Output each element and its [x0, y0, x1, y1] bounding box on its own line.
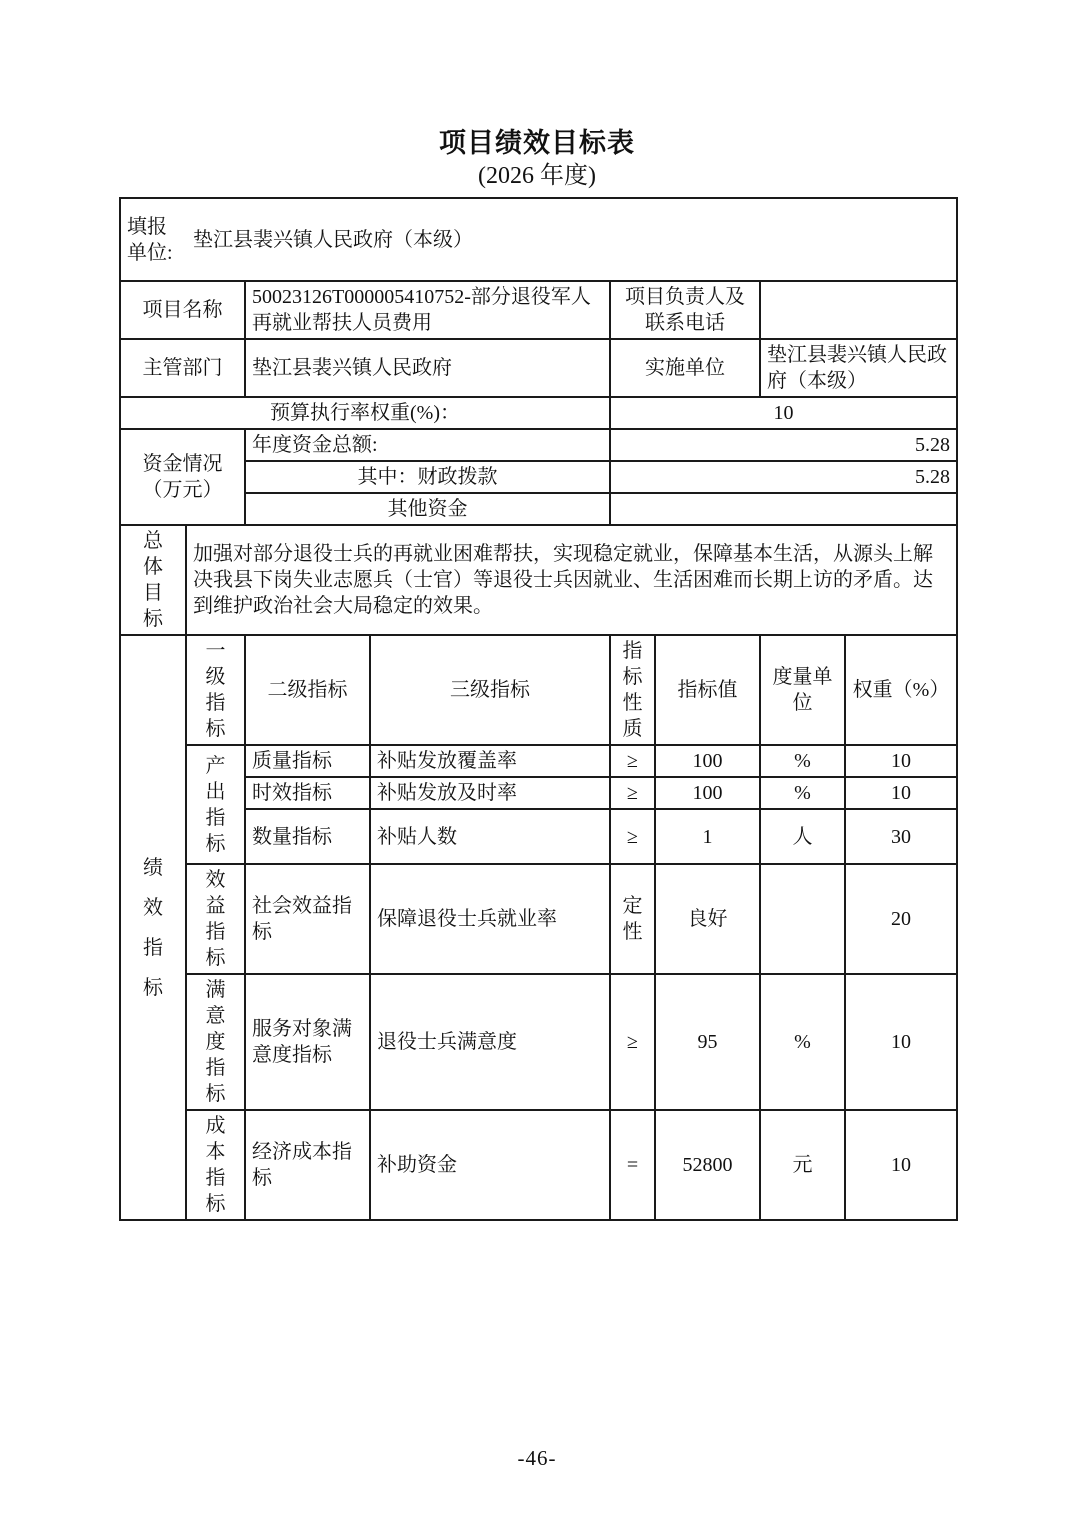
weight-cell: 20 [845, 864, 957, 974]
indicator-row-quantity [120, 809, 957, 864]
indicator-row-quality [120, 745, 957, 777]
value-cell: 1 [655, 809, 760, 864]
nature-cell: ≥ [610, 777, 655, 809]
overall-goal-text: 加强对部分退役士兵的再就业困难帮扶，实现稳定就业，保障基本生活，从源头上解决我县下岗失业志愿兵（士官）等退役士兵因就业、生活困难而长期上访的矛盾。达到维护政治社会大局稳定的效果。 [186, 525, 957, 635]
row-project-name [120, 281, 957, 339]
value-cell: 100 [655, 745, 760, 777]
project-name-label: 项目名称 [120, 281, 245, 339]
nature-cell: ≥ [610, 809, 655, 864]
level3-cell: 退役士兵满意度 [370, 974, 610, 1110]
header-level3: 三级指标 [370, 635, 610, 745]
budget-exec-weight-value: 10 [610, 397, 957, 429]
performance-target-table [119, 197, 958, 1221]
header-unit: 度量单位 [760, 635, 845, 745]
indicator-row-benefit [120, 864, 957, 974]
level1-cost: 成本指标 [205, 1115, 226, 1215]
weight-cell: 10 [845, 974, 957, 1110]
doc-title: 项目绩效目标表 [439, 128, 635, 158]
row-funds-other [120, 493, 957, 525]
project-name-value: 50023126T000005410752-部分退役军人再就业帮扶人员费用 [245, 281, 610, 339]
header-weight: 权重（%） [845, 635, 957, 745]
level2-cell: 服务对象满意度指标 [245, 974, 370, 1110]
nature-cell: ≥ [610, 974, 655, 1110]
indicator-group-label: 绩效指标 [143, 856, 163, 999]
level1-satisfaction: 满意度指标 [205, 979, 226, 1105]
weight-cell: 10 [845, 745, 957, 777]
weight-cell: 30 [845, 809, 957, 864]
row-funds-fiscal [120, 461, 957, 493]
unit-cell: 元 [760, 1110, 845, 1220]
row-overall-goal [120, 525, 957, 635]
unit-cell: % [760, 974, 845, 1110]
nature-qualitative: 定性 [622, 895, 643, 943]
funds-total-value: 5.28 [610, 429, 957, 461]
overall-goal-label-cell [120, 525, 186, 635]
filler-unit-label: 填报单位: [127, 215, 173, 264]
unit-cell: % [760, 777, 845, 809]
competent-dept-value: 垫江县裴兴镇人民政府 [245, 339, 610, 397]
impl-unit-label: 实施单位 [610, 339, 760, 397]
nature-cell [610, 864, 655, 974]
level2-cell: 质量指标 [245, 745, 370, 777]
funds-total-label: 年度资金总额: [245, 429, 610, 461]
filler-unit-value: 垫江县裴兴镇人民政府（本级） [193, 228, 473, 251]
filler-unit-cell [120, 198, 957, 281]
level3-cell: 补助资金 [370, 1110, 610, 1220]
level1-satisfaction-cell [186, 974, 245, 1110]
nature-cell: = [610, 1110, 655, 1220]
header-nature-cell [610, 635, 655, 745]
impl-unit-value: 垫江县裴兴镇人民政府（本级） [760, 339, 957, 397]
doc-subtitle: (2026 年度) [478, 163, 596, 189]
nature-cell: ≥ [610, 745, 655, 777]
budget-exec-weight-label: 预算执行率权重(%)： [120, 397, 610, 429]
competent-dept-label: 主管部门 [120, 339, 245, 397]
row-funds-total [120, 429, 957, 461]
row-competent-dept [120, 339, 957, 397]
weight-cell: 10 [845, 1110, 957, 1220]
funds-other-label: 其他资金 [245, 493, 610, 525]
unit-cell [760, 864, 845, 974]
level2-cell: 数量指标 [245, 809, 370, 864]
funds-fiscal-value: 5.28 [610, 461, 957, 493]
unit-cell: 人 [760, 809, 845, 864]
title-block [0, 0, 1074, 193]
header-value: 指标值 [655, 635, 760, 745]
indicator-row-timeliness [120, 777, 957, 809]
level3-cell: 补贴发放及时率 [370, 777, 610, 809]
project-manager-value [760, 281, 957, 339]
overall-goal-label: 总体目标 [143, 530, 163, 630]
value-cell: 95 [655, 974, 760, 1110]
header-level1-cell [186, 635, 245, 745]
level1-benefit: 效益指标 [205, 869, 226, 969]
funds-fiscal-label: 其中：财政拨款 [245, 461, 610, 493]
level2-cell: 经济成本指标 [245, 1110, 370, 1220]
project-manager-label: 项目负责人及联系电话 [610, 281, 760, 339]
indicator-row-satisfaction [120, 974, 957, 1110]
row-filler-unit [120, 198, 957, 281]
level1-cost-cell [186, 1110, 245, 1220]
funds-label: 资金情况（万元） [120, 429, 245, 525]
row-budget-exec-weight [120, 397, 957, 429]
funds-other-value [610, 493, 957, 525]
weight-cell: 10 [845, 777, 957, 809]
header-level2: 二级指标 [245, 635, 370, 745]
level3-cell: 补贴发放覆盖率 [370, 745, 610, 777]
header-nature: 指标性质 [622, 640, 643, 740]
level3-cell: 补贴人数 [370, 809, 610, 864]
header-level1: 一级指标 [205, 640, 226, 740]
level3-cell: 保障退役士兵就业率 [370, 864, 610, 974]
unit-cell: % [760, 745, 845, 777]
value-cell: 52800 [655, 1110, 760, 1220]
indicator-group-label-cell [120, 635, 186, 1220]
level2-cell: 时效指标 [245, 777, 370, 809]
level1-benefit-cell [186, 864, 245, 974]
level2-cell: 社会效益指标 [245, 864, 370, 974]
row-indicator-header [120, 635, 957, 745]
value-cell: 100 [655, 777, 760, 809]
indicator-row-cost [120, 1110, 957, 1220]
level1-output-cell [186, 745, 245, 864]
value-cell: 良好 [655, 864, 760, 974]
level1-output: 产出指标 [205, 754, 226, 855]
page-number: -46- [517, 1446, 557, 1470]
